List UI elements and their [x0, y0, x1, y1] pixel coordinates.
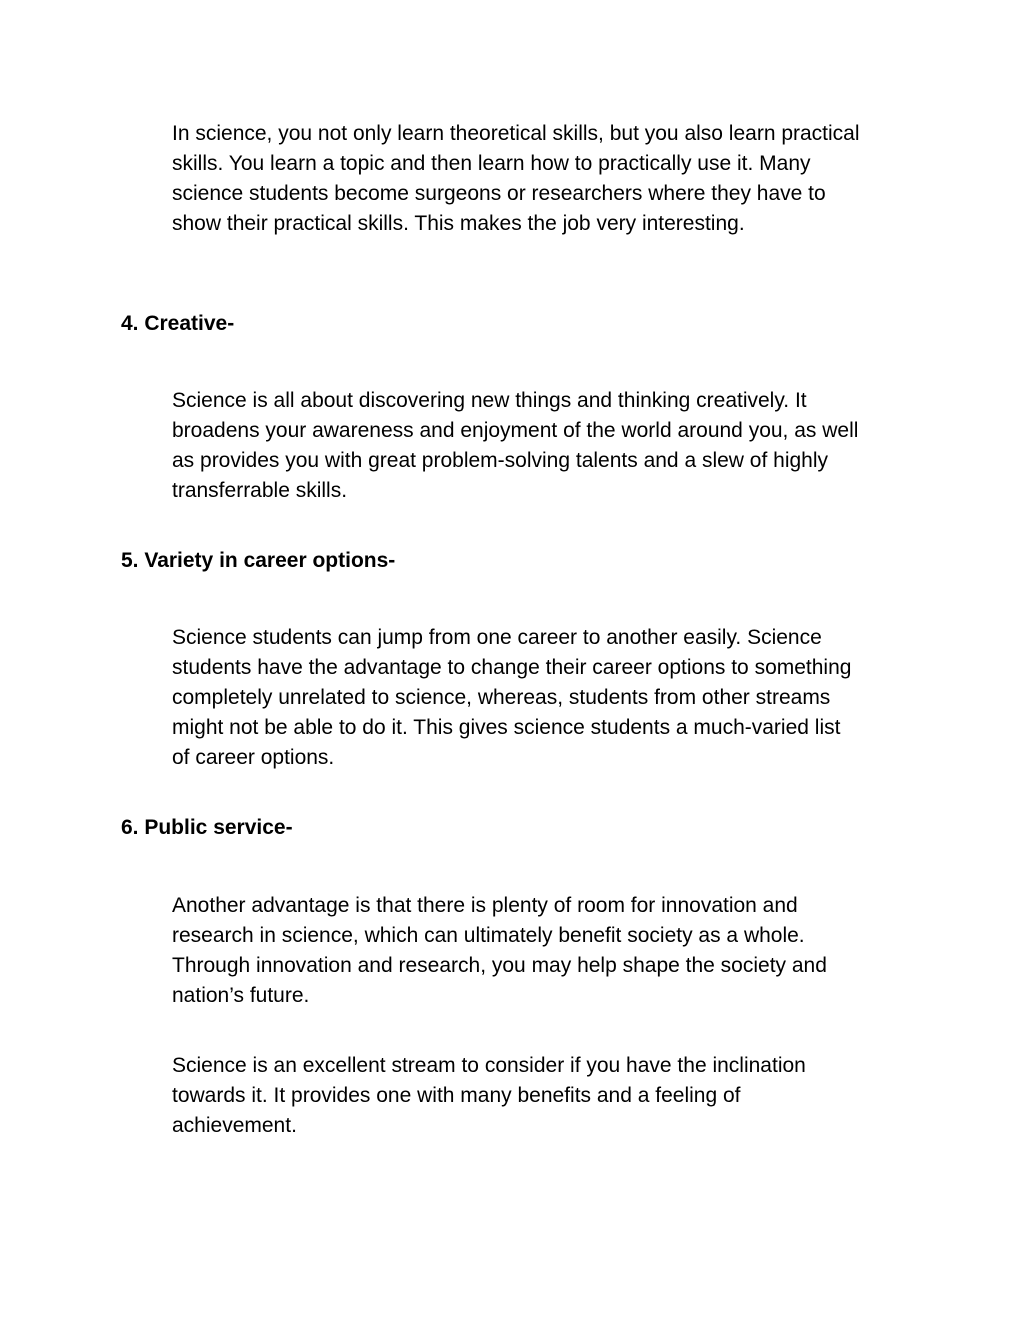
section-paragraph-career-options: Science students can jump from one career to another easily. Science students have the advantage to change their career options to something completely unrelated to science, whereas, students from other streams might not be able to do it. This gives science students a much-varied list of career options.: [172, 626, 852, 769]
section-heading-public-service: 6. Public service-: [121, 816, 293, 839]
section-paragraph-public-service: Another advantage is that there is plenty of room for innovation and research in science, which can ultimately benefit society as a whole. Through innovation and research, you may help shape the society and nation’s future.: [172, 894, 827, 1007]
section-heading-creative: 4. Creative-: [121, 312, 235, 335]
intro-paragraph: In science, you not only learn theoretical skills, but you also learn practical skills. You learn a topic and then learn how to practically use it. Many science students become surgeons or researchers where they have to show their practical skills. This makes the job very interesting.: [172, 122, 860, 235]
section-heading-career-options: 5. Variety in career options-: [121, 549, 396, 572]
closing-paragraph: Science is an excellent stream to consider if you have the inclination towards it. It provides one with many benefits and a feeling of achievement.: [172, 1054, 806, 1137]
section-paragraph-creative: Science is all about discovering new things and thinking creatively. It broadens your awareness and enjoyment of the world around you, as well as provides you with great problem-solving talents and a slew of highly transferrable skills.: [172, 389, 859, 502]
